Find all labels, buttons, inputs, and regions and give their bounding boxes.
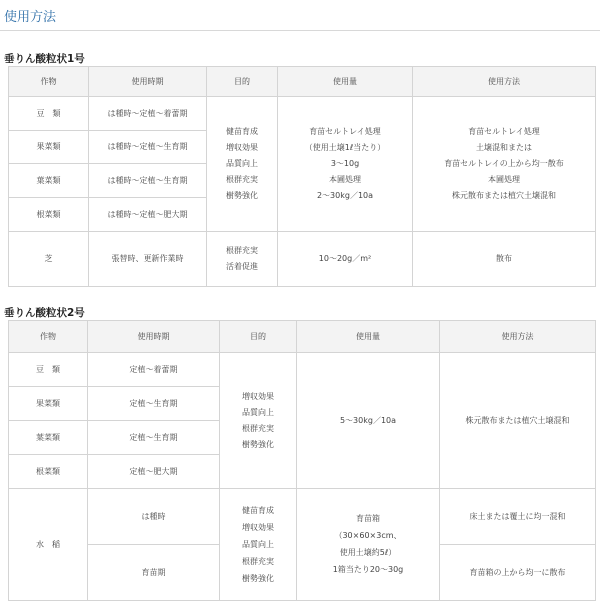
section2-title: 垂りん酸粒状2号 (4, 307, 85, 319)
heading-divider (0, 30, 600, 31)
purpose-line: 品質向上 (242, 539, 274, 549)
amount-line: 育苗箱 (356, 514, 380, 523)
purpose-cell (207, 232, 278, 287)
amount-line: 本圃処理 (329, 175, 361, 184)
amount-cell: 5～30kg／10a (297, 353, 440, 489)
crop-cell: 根菜類 (9, 198, 89, 232)
method-line: 株元散布または植穴土壌混和 (452, 191, 556, 200)
header-amount: 使用量 (297, 321, 440, 353)
purpose-line: 樹勢強化 (242, 439, 274, 449)
crop-cell: 豆 類 (9, 353, 88, 387)
header-method: 使用方法 (440, 321, 596, 353)
table-row (9, 97, 596, 131)
method-line: 土壌混和または (476, 143, 532, 152)
header-crop: 作物 (9, 67, 89, 97)
period-cell: 育苗期 (88, 545, 220, 601)
purpose-line: 増収効果 (242, 391, 274, 401)
method-line: 育苗セルトレイの上から均一散布 (444, 159, 564, 168)
purpose-line: 健苗育成 (242, 505, 274, 515)
table-header-row (9, 67, 596, 97)
crop-cell: 豆 類 (9, 97, 89, 131)
table-row (9, 353, 596, 387)
table-header-row (9, 321, 596, 353)
purpose-line: 活着促進 (226, 262, 258, 271)
header-period: 使用時期 (89, 67, 207, 97)
header-amount: 使用量 (278, 67, 413, 97)
method-cell: 床土または覆土に均一混和 (440, 489, 596, 545)
page-heading: 使用方法 (4, 10, 57, 25)
period-cell: 定植～着蕾期 (88, 353, 220, 387)
amount-line: 育苗セルトレイ処理 (309, 127, 381, 136)
purpose-line: 樹勢強化 (226, 191, 258, 200)
amount-line: 2～30kg／10a (316, 191, 374, 200)
purpose-line: 根群充実 (226, 246, 258, 255)
method-cell (413, 97, 596, 232)
amount-line: 使用土壌約5ℓ） (339, 548, 397, 557)
header-method: 使用方法 (413, 67, 596, 97)
purpose-cell (220, 489, 297, 601)
purpose-line: 根群充実 (226, 175, 258, 184)
section1-title: 垂りん酸粒状1号 (4, 53, 85, 65)
purpose-line: 増収効果 (226, 143, 258, 152)
header-purpose: 目的 (207, 67, 278, 97)
section1-table (8, 66, 596, 287)
period-cell: は種時 (88, 489, 220, 545)
period-cell: 定植～肥大期 (88, 455, 220, 489)
period-cell: は種時～定植～肥大期 (89, 198, 207, 232)
purpose-line: 樹勢強化 (242, 573, 274, 583)
crop-cell: 果菜類 (9, 387, 88, 421)
crop-cell: 葉菜類 (9, 421, 88, 455)
purpose-cell (207, 97, 278, 232)
method-line: 育苗セルトレイ処理 (468, 127, 540, 136)
purpose-line: 健苗育成 (226, 127, 258, 136)
table-row (9, 232, 596, 287)
purpose-line: 根群充実 (242, 556, 274, 566)
method-cell: 散布 (413, 232, 596, 287)
crop-cell: 芝 (9, 232, 89, 287)
crop-cell: 根菜類 (9, 455, 88, 489)
section2-table (8, 320, 596, 601)
amount-cell: 10～20g／m² (278, 232, 413, 287)
crop-cell: 葉菜類 (9, 164, 89, 198)
period-cell: は種時～定植～生育期 (89, 164, 207, 198)
table-row (9, 489, 596, 545)
amount-cell (278, 97, 413, 232)
period-cell: 定植～生育期 (88, 387, 220, 421)
amount-line: （使用土壌1ℓ当たり） (304, 143, 386, 152)
method-cell: 株元散布または植穴土壌混和 (440, 353, 596, 489)
header-crop: 作物 (9, 321, 88, 353)
period-cell: は種時～定植～着蕾期 (89, 97, 207, 131)
amount-line: 3～10g (330, 159, 360, 168)
crop-cell: 果菜類 (9, 131, 89, 164)
header-period: 使用時期 (88, 321, 220, 353)
method-cell: 育苗箱の上から均一に散布 (440, 545, 596, 601)
purpose-line: 増収効果 (242, 522, 274, 532)
purpose-cell (220, 353, 297, 489)
period-cell: 定植～生育期 (88, 421, 220, 455)
purpose-line: 根群充実 (242, 423, 274, 433)
purpose-line: 品質向上 (226, 159, 258, 168)
header-purpose: 目的 (220, 321, 297, 353)
crop-cell: 水 稲 (9, 489, 88, 601)
method-line: 本圃処理 (488, 175, 520, 184)
period-cell: は種時～定植～生育期 (89, 131, 207, 164)
amount-line: 1箱当たり20～30g (332, 565, 404, 574)
period-cell: 張替時、更新作業時 (89, 232, 207, 287)
amount-line: （30×60×3cm、 (334, 531, 402, 540)
amount-cell (297, 489, 440, 601)
purpose-line: 品質向上 (242, 407, 274, 417)
